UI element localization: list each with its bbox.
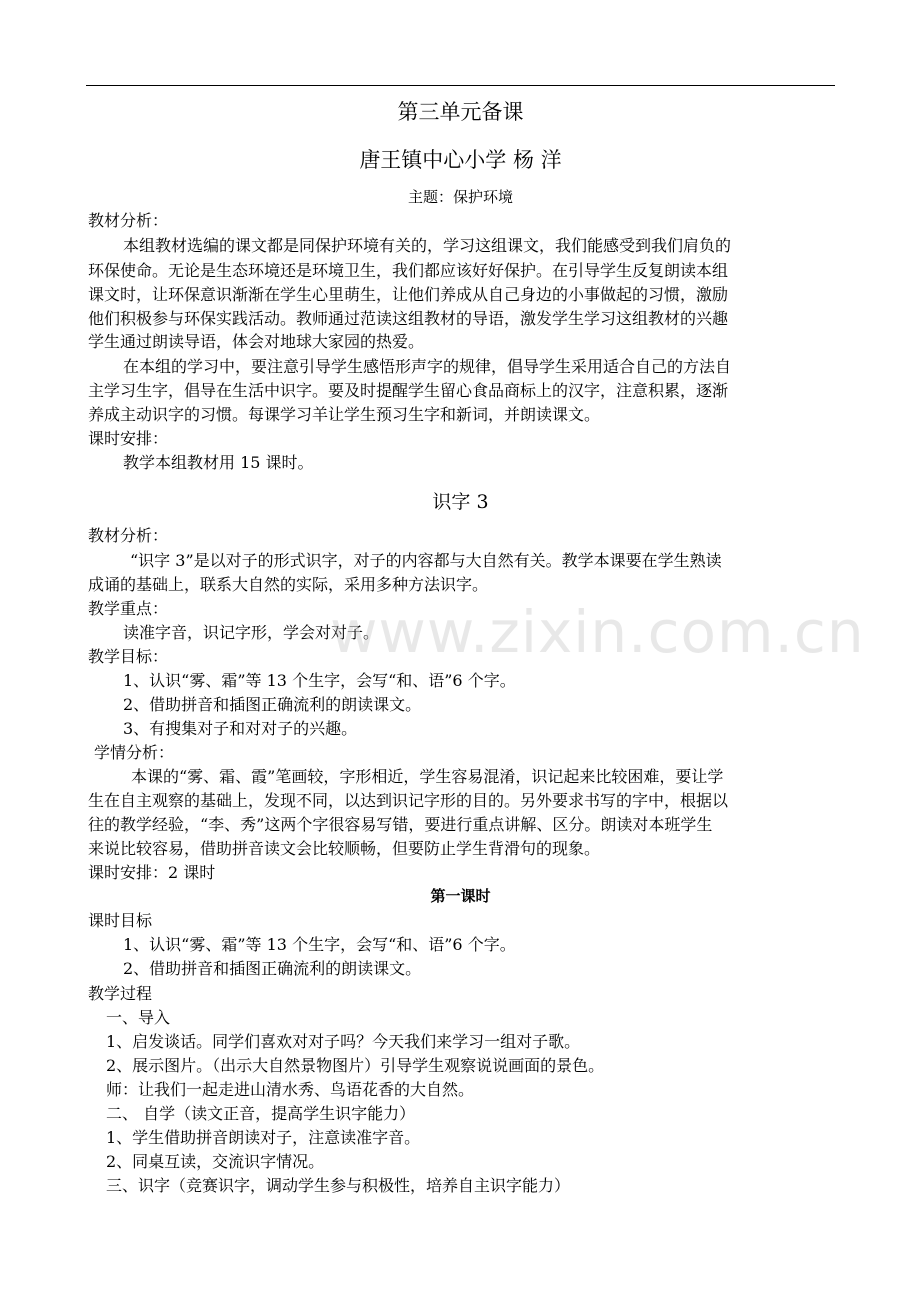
- watermark: www.zixin.com.cn: [330, 598, 865, 666]
- unit-analysis-heading: 教材分析：: [88, 211, 169, 230]
- unit-analysis-line: 养成主动识字的习惯。每课学习羊让学生预习生字和新词，并朗读课文。: [88, 405, 601, 424]
- school-author-line: 唐王镇中心小学 杨 洋: [359, 148, 562, 172]
- process-item: 2、同桌互读，交流识字情况。: [106, 1152, 325, 1171]
- lesson-situation-line: 往的教学经验，“李、秀”这两个字很容易写错，要进行重点讲解、区分。朗读对本班学生: [88, 815, 713, 834]
- unit-analysis-line: 主学习生字，倡导在生活中识字。要及时提醒学生留心食品商标上的汉字，注意积累，逐渐: [88, 381, 729, 400]
- lesson-focus-text: 读准字音，识记字形，学会对对子。: [123, 623, 380, 642]
- page-title: 第三单元备课: [397, 100, 524, 124]
- period-goal-item: 2、借助拼音和插图正确流利的朗读课文。: [123, 959, 422, 978]
- period-goal-item: 1、认识“雾、霜”等 13 个生字，会写“和、语”6 个字。: [123, 935, 516, 954]
- process-heading: 教学过程: [88, 984, 153, 1003]
- lesson-analysis-heading: 教材分析：: [88, 526, 169, 545]
- unit-analysis-line: 本组教材选编的课文都是同保护环境有关的，学习这组课文，我们能感受到我们肩负的: [123, 236, 732, 255]
- process-item: 1、学生借助拼音朗读对子，注意读准字音。: [106, 1128, 421, 1147]
- unit-schedule-text: 教学本组教材用 15 课时。: [123, 453, 314, 472]
- top-rule: [86, 85, 835, 86]
- unit-analysis-line: 他们积极参与环保实践活动。教师通过范读这组教材的导语，激发学生学习这组教材的兴趣: [88, 309, 729, 328]
- process-item: 二、 自学（读文正音，提高学生识字能力）: [106, 1104, 416, 1123]
- lesson-goals-heading: 教学目标：: [88, 647, 169, 666]
- lesson-analysis-line: “识字 3”是以对子的形式识字，对子的内容都与大自然有关。教学本课要在学生熟读: [130, 551, 722, 570]
- lesson-situation-line: 生在自主观察的基础上，发现不同，以达到识记字形的目的。另外要求书写的字中，根据以: [88, 791, 729, 810]
- lesson-goal-item: 1、认识“雾、霜”等 13 个生字，会写“和、语”6 个字。: [123, 671, 516, 690]
- process-item: 一、导入: [106, 1008, 171, 1027]
- unit-schedule-heading: 课时安排：: [88, 429, 169, 448]
- lesson-title: 识字 3: [432, 491, 489, 513]
- process-item: 师：让我们一起走进山清水秀、鸟语花香的大自然。: [106, 1080, 475, 1099]
- lesson-focus-heading: 教学重点：: [88, 599, 169, 618]
- unit-analysis-line: 课文时，让环保意识渐渐在学生心里萌生，让他们养成从自己身边的小事做起的习惯，激励: [88, 285, 729, 304]
- lesson-situation-heading: 学情分析：: [94, 743, 175, 762]
- lesson-analysis-line: 成诵的基础上，联系大自然的实际，采用多种方法识字。: [88, 575, 489, 594]
- lesson-goal-item: 2、借助拼音和插图正确流利的朗读课文。: [123, 695, 422, 714]
- unit-analysis-line: 环保使命。无论是生态环境还是环境卫生，我们都应该好好保护。在引导学生反复朗读本组: [88, 261, 729, 280]
- process-item: 三、识字（竞赛识字，调动学生参与积极性，培养自主识字能力）: [106, 1176, 571, 1195]
- lesson-schedule: 课时安排：2 课时: [88, 863, 216, 882]
- lesson-situation-line: 本课的“雾、霜、霞”笔画较，字形相近，学生容易混淆，识记起来比较困难，要让学: [131, 767, 724, 786]
- theme-line: 主题：保护环境: [407, 188, 513, 206]
- lesson-goal-item: 3、有搜集对子和对对子的兴趣。: [123, 719, 358, 738]
- lesson-situation-line: 来说比较容易，借助拼音读文会比较顺畅，但要防止学生背滑句的现象。: [88, 839, 601, 858]
- unit-analysis-line: 学生通过朗读导语，体会对地球大家园的热爱。: [88, 332, 425, 351]
- period-title: 第一课时: [430, 887, 491, 905]
- unit-analysis-line: 在本组的学习中，要注意引导学生感悟形声字的规律，倡导学生采用适合自己的方法自: [123, 357, 732, 376]
- process-item: 1、启发谈话。同学们喜欢对对子吗？今天我们来学习一组对子歌。: [106, 1032, 581, 1051]
- period-goals-heading: 课时目标: [88, 911, 153, 930]
- process-item: 2、展示图片。（出示大自然景物图片）引导学生观察说说画面的景色。: [106, 1056, 605, 1075]
